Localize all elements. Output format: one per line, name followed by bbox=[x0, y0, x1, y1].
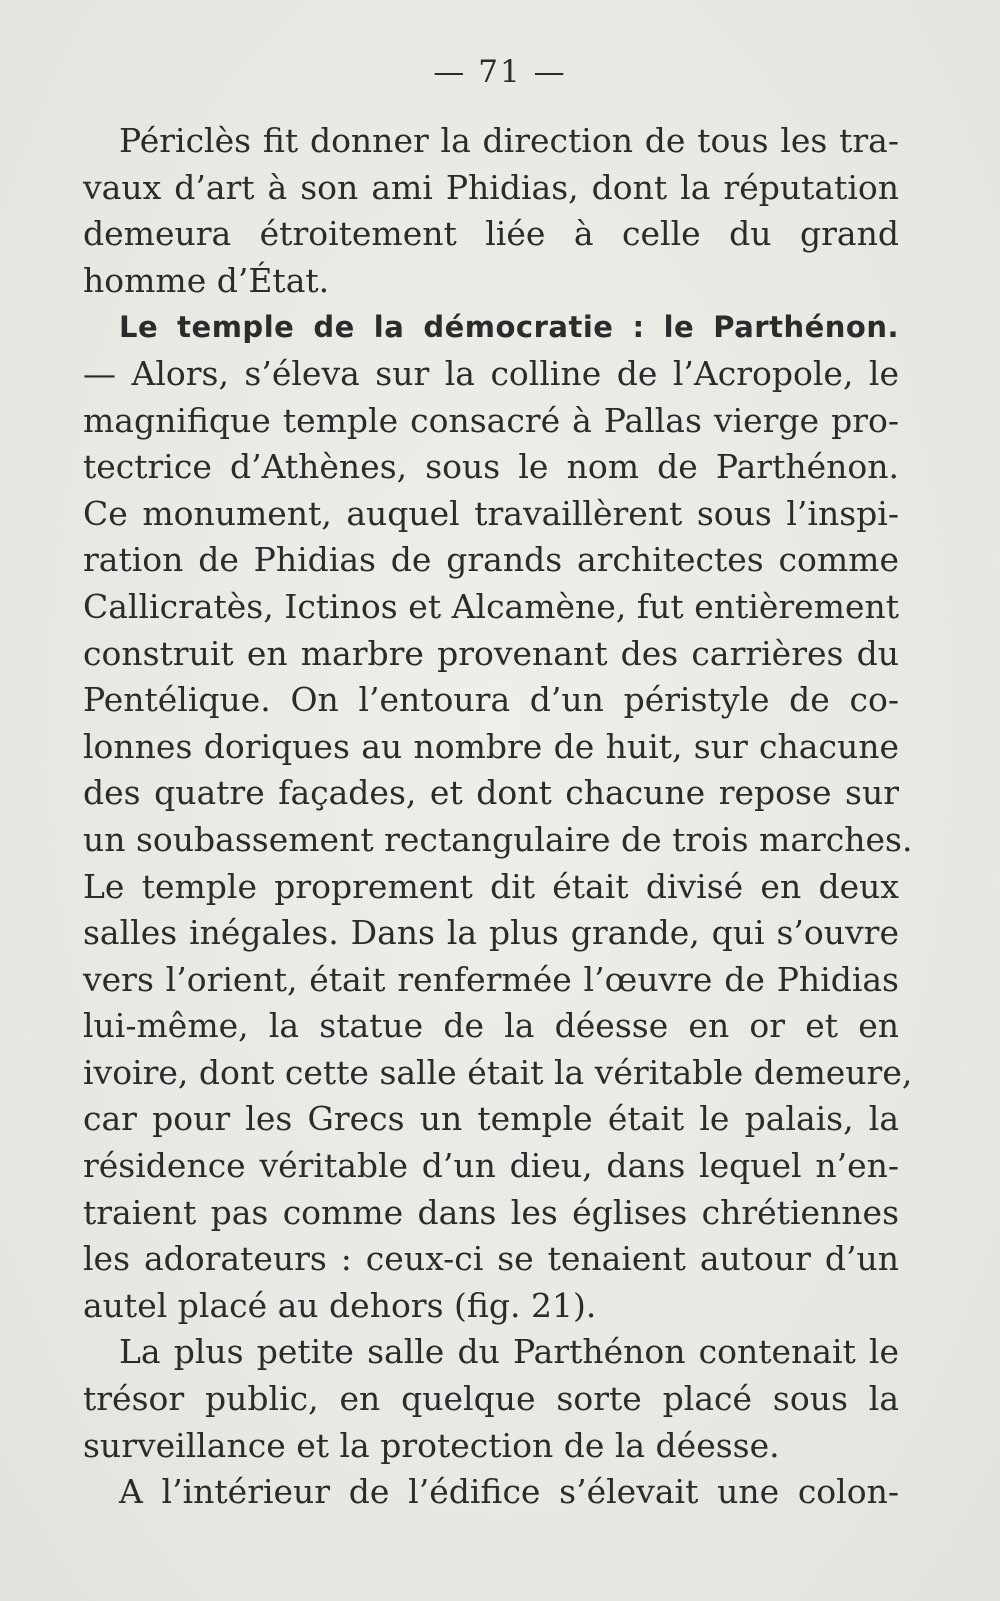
text-line: magnifique temple consacré à Pallas vierge pro- bbox=[83, 400, 899, 440]
body-text bbox=[83, 118, 913, 1516]
text-line: construit en marbre provenant des carrières du bbox=[83, 633, 899, 673]
text-line: lui-même, la statue de la déesse en or et en bbox=[83, 1006, 899, 1046]
page-number: — 71 — bbox=[433, 54, 567, 90]
text-line: salles inégales. Dans la plus grande, qui s’ouvre bbox=[83, 913, 899, 953]
text-line: autel placé au dehors (fig. 21). bbox=[83, 1285, 597, 1325]
text-line: vers l’orient, était renfermée l’œuvre de Phidias bbox=[83, 959, 899, 999]
text-line: tectrice d’Athènes, sous le nom de Parthénon. bbox=[83, 447, 899, 487]
text-line: ration de Phidias de grands architectes comme bbox=[83, 540, 899, 580]
text-line: Périclès fit donner la direction de tous les tra- bbox=[119, 121, 899, 160]
text-line: un soubassement rectangulaire de trois marches. bbox=[83, 819, 913, 859]
text-line: Callicratès, Ictinos et Alcamène, fut entièrement bbox=[83, 586, 899, 626]
text-line: A l’intérieur de l’édifice s’élevait une colon- bbox=[119, 1472, 899, 1512]
text-line: vaux d’art à son ami Phidias, dont la réputation bbox=[83, 167, 899, 207]
text-line: — Alors, s’éleva sur la colline de l’Acropole, le bbox=[83, 353, 899, 393]
section-heading: Le temple de la démocratie : le Parthénon. bbox=[119, 310, 899, 345]
text-line: Pentélique. On l’entoura d’un péristyle de co- bbox=[83, 680, 899, 720]
text-line: demeura étroitement liée à celle du grand bbox=[83, 214, 899, 254]
text-line: trésor public, en quelque sorte placé sous la bbox=[83, 1379, 899, 1419]
text-line: des quatre façades, et dont chacune repose sur bbox=[83, 773, 899, 813]
text-line: Le temple proprement dit était divisé en deux bbox=[83, 866, 899, 906]
text-line: les adorateurs : ceux-ci se tenaient autour d’un bbox=[83, 1239, 899, 1279]
text-line: résidence véritable d’un dieu, dans lequel n’en- bbox=[83, 1146, 899, 1186]
text-line: surveillance et la protection de la déesse. bbox=[83, 1425, 780, 1465]
text-line: ivoire, dont cette salle était la véritable demeure, bbox=[83, 1052, 913, 1092]
text-line: Ce monument, auquel travaillèrent sous l’inspi- bbox=[83, 493, 899, 533]
text-line: car pour les Grecs un temple était le palais, la bbox=[83, 1099, 899, 1139]
text-line: La plus petite salle du Parthénon contenait le bbox=[119, 1332, 899, 1372]
text-line: lonnes doriques au nombre de huit, sur chacune bbox=[83, 726, 899, 766]
text-line: traient pas comme dans les églises chrétiennes bbox=[83, 1192, 899, 1232]
text-line: homme d’État. bbox=[83, 260, 330, 300]
